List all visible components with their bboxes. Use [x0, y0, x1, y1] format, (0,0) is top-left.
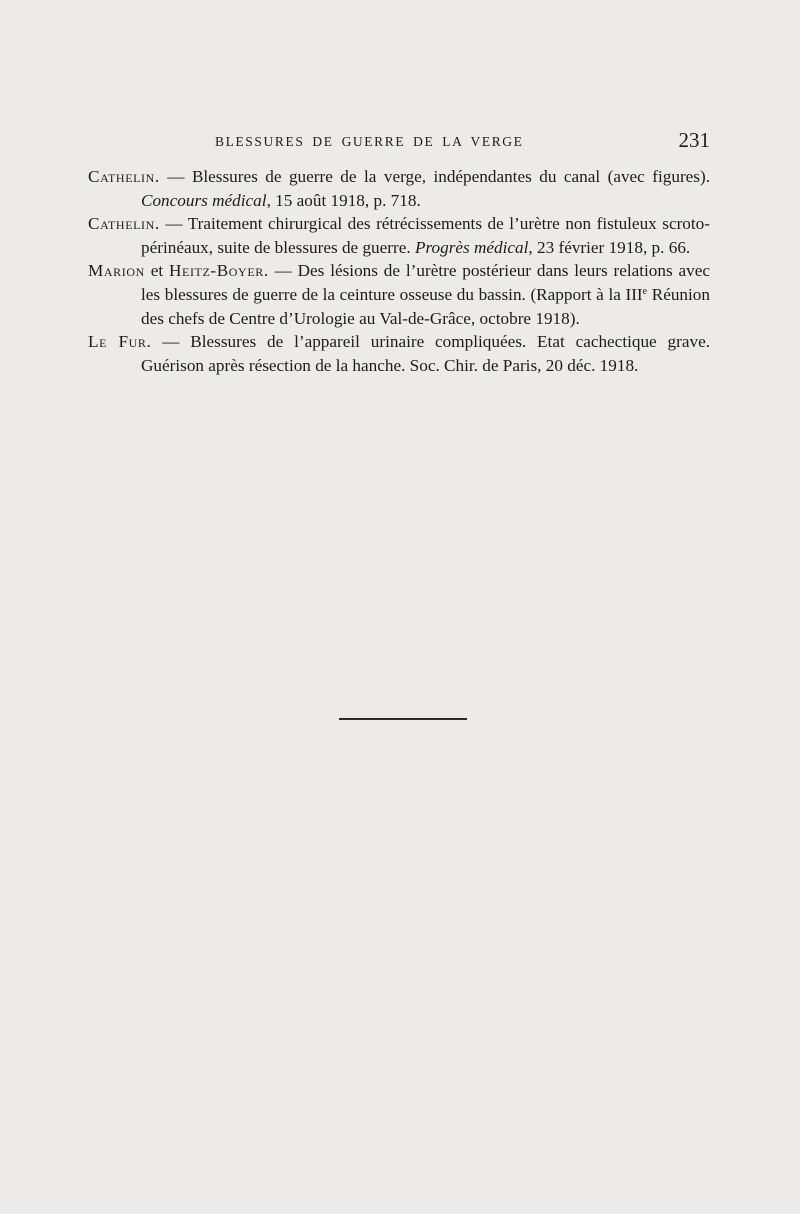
entry-text: Blessures de guerre de la verge, indépendantes du canal (avec figures). [191, 167, 711, 186]
entry-text: Réunion des chefs de Centre d’Urologie au Val-de-Grâce, octobre 1918). [141, 284, 710, 328]
page-number: 231 [678, 128, 710, 152]
entry-text: Traitement chirurgical des rétrécissements de l’urètre non fistuleux scroto-périnéaux, suite de blessures de guerre. [141, 214, 710, 257]
entry-tail: , 23 février 1918, p. 66. [528, 237, 691, 257]
entry-journal: Progrès médical [414, 237, 529, 257]
running-header [215, 128, 710, 158]
entry-conjunction: et [144, 261, 169, 281]
running-title: BLESSURES DE GUERRE DE LA VERGE [215, 134, 524, 149]
ordinal-superscript: e [642, 285, 648, 297]
bibliography-entry [88, 212, 710, 259]
bibliography-entry [88, 165, 710, 212]
bibliography-entry [88, 259, 710, 330]
entry-author: Marion [88, 261, 145, 281]
entry-author: Heitz-Boyer. [169, 261, 269, 281]
entry-separator: — [151, 332, 191, 352]
entry-text: Des lésions de l’urètre postérieur dans leurs relations avec les blessures de guerre de la ceinture osseuse du bassin. (Rapport à la III [141, 261, 711, 304]
entry-separator: — [159, 214, 188, 234]
entry-separator: — [159, 167, 192, 186]
bibliography-entry [88, 330, 710, 377]
entry-separator: — [268, 261, 298, 281]
entry-tail: , 15 août 1918, p. 718. [266, 190, 421, 210]
section-end-rule [339, 718, 467, 720]
entry-author: Cathelin. [88, 214, 160, 234]
entry-text: Blessures de l’appareil urinaire compliquées. Etat cachectique grave. Guérison après résection de la hanche. Soc. Chir. de Paris, 20 déc. 1918. [141, 332, 710, 375]
bibliography-list [88, 165, 710, 377]
entry-author: Cathelin. [88, 167, 160, 186]
entry-author: Le Fur. [88, 332, 152, 352]
entry-journal: Concours médical [141, 190, 267, 210]
